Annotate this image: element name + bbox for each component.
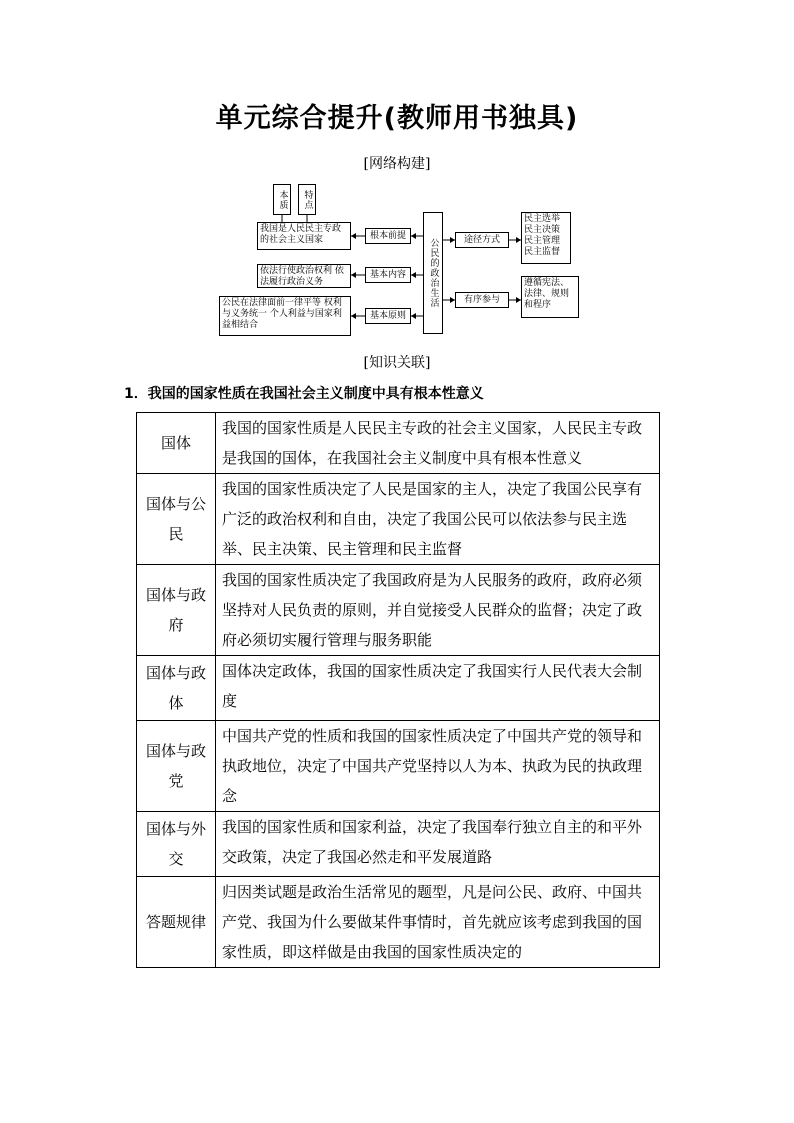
- diagram-far-2: 遵循宪法、法律、规则和程序: [521, 276, 579, 318]
- diagram-mid-3: 基本原则: [365, 308, 411, 324]
- knowledge-table: [136, 412, 660, 968]
- row-header: 国体与政府: [137, 565, 216, 656]
- row-content: 国体决定政体，我国的国家性质决定了我国实行人民代表大会制度: [216, 656, 660, 721]
- section-item-heading: 1．我国的国家性质在我国社会主义制度中具有根本性意义: [124, 386, 484, 402]
- row-content: 我国的国家性质决定了人民是国家的主人，决定了我国公民享有广泛的政治权利和自由，决定了我国公民可以依法参与民主选举、民主决策、民主管理和民主监督: [216, 474, 660, 565]
- diagram-center: 公民的政治生活: [423, 212, 443, 334]
- section-network-heading: [网络构建]: [363, 156, 431, 172]
- row-header: 国体与外交: [137, 812, 216, 877]
- diagram-left-3: 公民在法律面前一律平等 权利与义务统一 个人利益与国家利益相结合: [219, 296, 351, 336]
- row-header: 国体: [137, 413, 216, 474]
- table-row: [137, 721, 660, 812]
- section-knowledge-heading: [知识关联]: [363, 355, 431, 371]
- table-row: [137, 812, 660, 877]
- row-content: 归因类试题是政治生活常见的题型，凡是问公民、政府、中国共产党、我国为什么要做某件事情时，首先就应该考虑到我国的国家性质，即这样做是由我国的国家性质决定的: [216, 877, 660, 968]
- table-row: [137, 565, 660, 656]
- table-row: [137, 474, 660, 565]
- diagram-mid-2: 基本内容: [365, 267, 411, 283]
- row-header: 国体与政党: [137, 721, 216, 812]
- diagram-tedian: 特点: [298, 184, 316, 215]
- page-title: 单元综合提升(教师用书独具): [215, 103, 579, 134]
- table-row: [137, 877, 660, 968]
- row-content: 我国的国家性质是人民民主专政的社会主义国家，人民民主专政是我国的国体，在我国社会主义制度中具有根本性意义: [216, 413, 660, 474]
- row-content: 我国的国家性质决定了我国政府是为人民服务的政府，政府必须坚持对人民负责的原则，并自觉接受人民群众的监督；决定了政府必须切实履行管理与服务职能: [216, 565, 660, 656]
- row-content: 我国的国家性质和国家利益，决定了我国奉行独立自主的和平外交政策，决定了我国必然走和平发展道路: [216, 812, 660, 877]
- row-header: 答题规律: [137, 877, 216, 968]
- table-row: [137, 656, 660, 721]
- diagram-left-2: 依法行使政治权利 依法履行政治义务: [257, 264, 351, 288]
- row-header: 国体与公民: [137, 474, 216, 565]
- table-row: [137, 413, 660, 474]
- diagram-far-1: 民主选举 民主决策 民主管理 民主监督: [521, 212, 571, 264]
- concept-diagram: [215, 180, 585, 345]
- diagram-right-1: 途径方式: [455, 232, 509, 248]
- diagram-mid-1: 根本前提: [365, 228, 411, 244]
- row-content: 中国共产党的性质和我国的国家性质决定了中国共产党的领导和执政地位，决定了中国共产党坚持以人为本、执政为民的执政理念: [216, 721, 660, 812]
- row-header: 国体与政体: [137, 656, 216, 721]
- diagram-benzhi: 本质: [273, 184, 291, 215]
- diagram-right-2: 有序参与: [455, 292, 509, 308]
- diagram-left-1: 我国是人民民主专政的社会主义国家: [257, 222, 351, 250]
